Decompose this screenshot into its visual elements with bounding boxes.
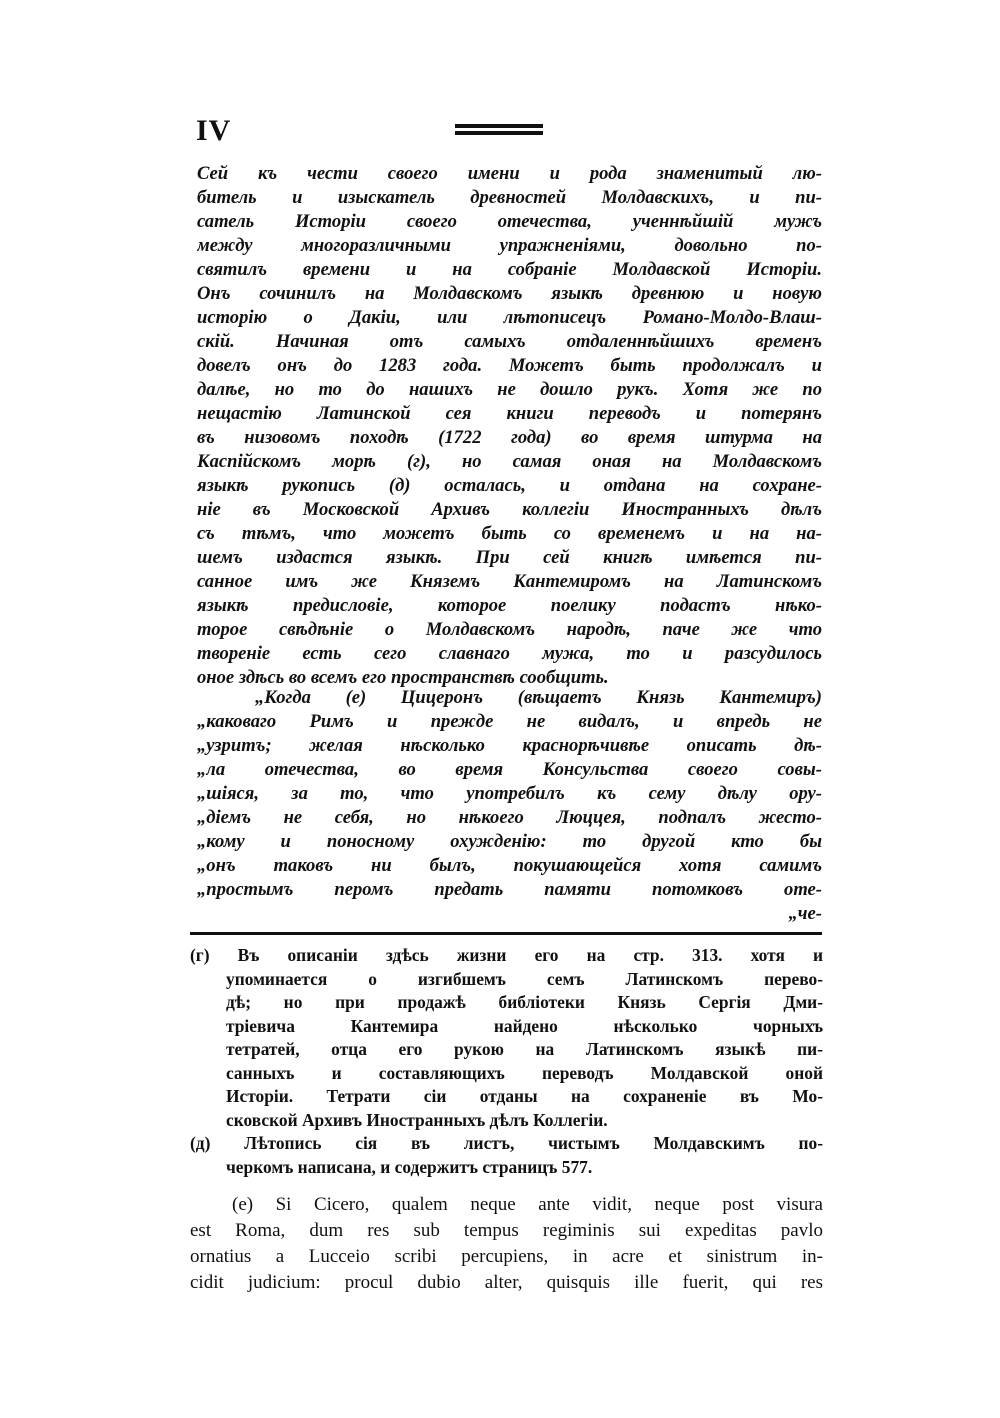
footnote-line: дѣ; но при продажѣ библіотеки Князь Сергія Дми- [226,992,823,1012]
footnote-line: Исторіи. Тетрати сіи отданы на сохраненіе въ Мо- [226,1086,823,1106]
main-line: исторію о Дакіи, или лѣтописецъ Романо-Молдо-Влаш- [197,307,822,328]
header-ornament [455,124,543,138]
latin-line: est Roma, dum res sub tempus regiminis sui expeditas pavlo [190,1220,823,1241]
quote-paragraph [197,686,822,926]
main-line: санное имъ же Княземъ Кантемиромъ на Латинскомъ [197,571,822,592]
page-number: IV [196,114,232,147]
footnote-line: тріевича Кантемира найдено нѣсколько чорныхъ [226,1015,823,1036]
ornament-rule-bottom [455,131,543,135]
main-line: твореніе есть сего славнаго мужа, то и разсудилось [197,643,822,664]
latin-line: (e) Si Cicero, qualem neque ante vidit, neque post visura [232,1194,823,1215]
main-line: оное здѣсь во всемъ его пространствѣ сообщить. [197,667,609,688]
quote-line: „узритъ; желая нѣсколько краснорѣчивѣе описать дѣ- [197,735,822,756]
main-line: шемъ издастся языкѣ. При сей книгѣ имѣется пи- [197,547,822,568]
main-line: Онъ сочинилъ на Молдавскомъ языкѣ древнюю и новую [197,283,822,304]
main-paragraph [197,162,822,690]
quote-line: „простымъ перомъ предать памяти потомковъ оте- [197,879,822,900]
quote-line: „ла отечества, во время Консульства своего совы- [197,759,822,780]
main-line: въ низовомъ походѣ (1722 года) во время штурма на [197,427,822,448]
main-line: далѣе, но то до нашихъ не дошло рукъ. Хотя же по [197,379,822,400]
quote-line: „кому и поносному охужденію: то другой кто бы [197,831,822,852]
footnote-line: упоминается о изгибшемъ семъ Латинскомъ перево- [226,968,823,989]
main-line: между многоразличными упражненіями, довольно по- [197,235,822,256]
main-line: языкѣ предисловіе, которое поелику подастъ нѣко- [197,595,822,616]
main-line: языкѣ рукопись (д) осталась, и отдана на сохране- [197,475,822,496]
main-line: сатель Исторіи своего отечества, ученнѣйшій мужъ [197,211,822,232]
quote-line: „діемъ не себя, но нѣкоего Люццея, подпалъ жесто- [197,807,822,828]
catchword: „че- [788,903,822,924]
quote-line: „шіяся, за то, что употребилъ къ сему дѣлу ору- [197,783,822,804]
footnotes [190,944,823,1179]
latin-quote [190,1192,823,1296]
main-line: довелъ онъ до 1283 года. Можетъ быть продолжалъ и [197,355,822,376]
quote-line: „онъ таковъ ни былъ, покушающейся хотя самимъ [197,855,822,876]
quote-line: „каковаго Римъ и прежде не видалъ, и впредь не [197,711,822,732]
footnote-line: санныхъ и составляющихъ переводъ Молдавской оной [226,1062,823,1083]
footnote-line: сковской Архивъ Иностранныхъ дѣлъ Коллегіи. [226,1109,608,1130]
footnote-line: черкомъ написана, и содержитъ страницъ 577. [226,1156,593,1177]
main-line: Каспійскомъ морѣ (г), но самая оная на Молдавскомъ [197,451,822,472]
main-line: торое свѣдѣніе о Молдавскомъ народѣ, паче же что [197,619,822,640]
main-line: битель и изыскатель древностей Молдавскихъ, и пи- [197,187,822,208]
main-line: святилъ времени и на собраніе Молдавской Исторіи. [197,259,822,280]
footnote-line: (г) Въ описаніи здѣсь жизни его на стр. 313. хотя и [190,945,823,965]
ornament-rule-top [455,124,543,128]
main-line: скій. Начиная отъ самыхъ отдаленнѣйшихъ временъ [197,331,822,352]
latin-line: cidit judicium: procul dubio alter, quisquis ille fuerit, qui res [190,1272,823,1293]
main-line: Сей къ чести своего имени и рода знаменитый лю- [197,163,822,184]
footnote-line: тетратей, отца его рукою на Латинскомъ языкѣ пи- [226,1039,823,1059]
quote-line: „Когда (е) Цицеронъ (вѣщаетъ Князь Кантемиръ) [255,687,822,708]
footnote-line: (д) Лѣтопись сія въ листъ, чистымъ Молдавскимъ по- [190,1133,823,1153]
main-line: съ тѣмъ, что можетъ быть со временемъ и на на- [197,523,822,544]
footnote-divider [190,932,822,935]
latin-line: ornatius a Lucceio scribi percupiens, in acre et sinistrum in- [190,1246,823,1267]
main-line: ніе въ Московской Архивъ коллегіи Иностранныхъ дѣлъ [197,499,822,520]
main-line: нещастію Латинской сея книги переводъ и потерянъ [197,403,822,424]
